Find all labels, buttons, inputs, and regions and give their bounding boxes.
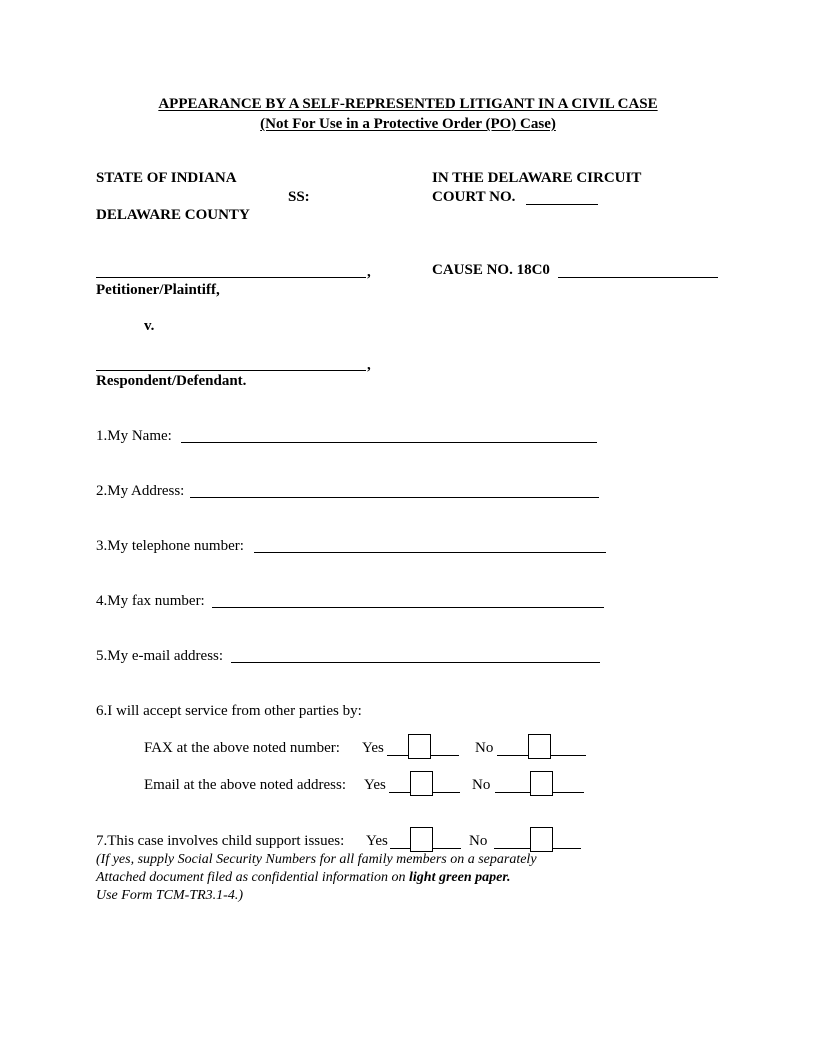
court-name: IN THE DELAWARE CIRCUIT — [432, 170, 642, 186]
ss-label: SS: — [288, 189, 310, 205]
name-field[interactable] — [181, 442, 597, 443]
telephone-field[interactable] — [254, 552, 606, 553]
form-title: APPEARANCE BY A SELF-REPRESENTED LITIGANT IN A CIVIL CASE — [158, 96, 658, 112]
court-number-field[interactable] — [526, 204, 598, 205]
petitioner-comma: , — [367, 264, 371, 280]
address-label: 2.My Address: — [96, 483, 185, 499]
respondent-comma: , — [367, 357, 371, 373]
cause-number-field[interactable] — [558, 277, 718, 278]
email-no-label: No — [472, 777, 491, 793]
name-label: 1.My Name: — [96, 428, 172, 444]
fax-label: 4.My fax number: — [96, 593, 205, 609]
telephone-label: 3.My telephone number: — [96, 538, 244, 554]
child-support-note-line3: Use Form TCM-TR3.1-4.) — [96, 888, 243, 903]
child-support-question: 7.This case involves child support issues: — [96, 833, 345, 849]
state-label: STATE OF INDIANA — [96, 170, 237, 186]
fax-yes-label: Yes — [362, 740, 384, 756]
petitioner-label: Petitioner/Plaintiff, — [96, 282, 220, 298]
fax-no-label: No — [475, 740, 494, 756]
child-support-note-line2: Attached document filed as confidential information on light green paper. — [96, 870, 511, 885]
fax-option-label: FAX at the above noted number: — [144, 740, 340, 756]
fax-field[interactable] — [212, 607, 604, 608]
email-no-checkbox[interactable] — [530, 771, 553, 796]
respondent-label: Respondent/Defendant. — [96, 373, 247, 389]
form-subtitle: (Not For Use in a Protective Order (PO) Case) — [260, 116, 556, 132]
address-field[interactable] — [190, 497, 599, 498]
child-support-yes-label: Yes — [366, 833, 388, 849]
county-label: DELAWARE COUNTY — [96, 207, 250, 223]
child-support-no-label: No — [469, 833, 488, 849]
fax-no-checkbox[interactable] — [528, 734, 551, 759]
service-intro: 6.I will accept service from other parties by: — [96, 703, 362, 719]
email-yes-label: Yes — [364, 777, 386, 793]
respondent-name-field[interactable] — [96, 370, 366, 371]
child-support-yes-checkbox[interactable] — [410, 827, 433, 852]
court-number-label: COURT NO. — [432, 189, 516, 205]
cause-number-label: CAUSE NO. 18C0 — [432, 262, 550, 278]
email-label: 5.My e-mail address: — [96, 648, 224, 664]
email-field[interactable] — [231, 662, 600, 663]
child-support-note-line1: (If yes, supply Social Security Numbers for all family members on a separately — [96, 852, 537, 867]
child-support-no-checkbox[interactable] — [530, 827, 553, 852]
email-yes-checkbox[interactable] — [410, 771, 433, 796]
petitioner-name-field[interactable] — [96, 277, 366, 278]
versus-label: v. — [144, 318, 155, 334]
fax-yes-checkbox[interactable] — [408, 734, 431, 759]
email-option-label: Email at the above noted address: — [144, 777, 347, 793]
